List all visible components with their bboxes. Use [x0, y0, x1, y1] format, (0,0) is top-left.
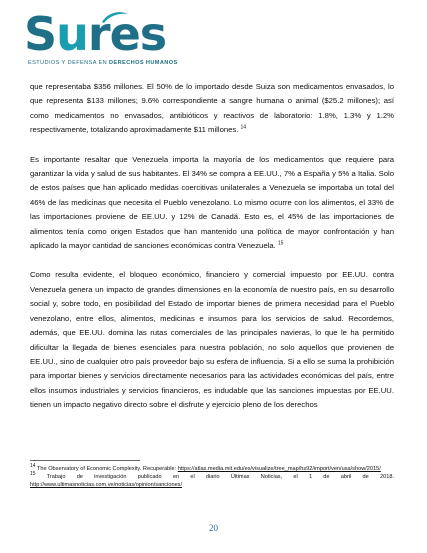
footnote-link[interactable]: http://www.ultimasnoticias.com.ve/noticias/opinion/sanciones/: [30, 482, 183, 489]
paragraph-text: Es importante resaltar que Venezuela importa la mayoría de los medicamentos que requiere para garantizar la vida y salud de sus habitantes. El 34% se compra a EE.UU., 7% a España y 5% a Italia. Solo de estos países que han aplicado medidas coercitivas unilaterales a Venezuela se importaba un total del 46% de las medicinas que necesita el Pueblo venezolano. Lo mismo ocurre con los alimentos, el 33% de las importaciones proviene de EE.UU. y 12% de Canadá. Esto es, el 45% de las importaciones de alimentos tenía como origen Estados que han mantenido una política de mayor confrontación y han aplicado la mayor cantidad de sanciones económicas contra Venezuela.: [30, 154, 394, 251]
footnote-item: [30, 473, 394, 489]
paragraph: [30, 268, 394, 412]
sures-logo: [24, 8, 264, 74]
footnote-number: 14: [30, 463, 36, 470]
footnote-link[interactable]: https://atlas.media.mit.edu/es/visualize/tree_map/hs92/import/ven/usa/show/2015/: [177, 466, 381, 472]
page-number: 20: [209, 523, 218, 533]
logo-tagline: [28, 60, 178, 66]
logo-wordmark: Sures: [24, 7, 167, 61]
logo-tagline-prefix: ESTUDIOS Y DEFENSA EN: [28, 60, 108, 66]
footnote-ref[interactable]: 15: [277, 240, 284, 247]
paragraph: [30, 153, 394, 254]
footnote-ref[interactable]: 14: [240, 124, 247, 131]
paragraph-text: que representaba $356 millones. El 50% de lo importado desde Suiza son medicamentos envasados, lo que representa $133 millones; 9.6% correspondiente a sangre humana o animal ($25.2 millones); así como medicamentos no envasados, antibióticos y reactivos de laboratorio: 1.8%, 1.3% y 1.2% respectivamente, totalizando aproximadamente $11 millones.: [30, 82, 394, 135]
footnote-number: 15: [30, 471, 36, 478]
paragraph: [30, 80, 394, 138]
paragraph-text: Como resulta evidente, el bloqueo económico, financiero y comercial impuesto por EE.UU. contra Venezuela genera un impacto de grandes dimensiones en la economía de nuestro país, en su desarrollo social y, sobre todo, en posibilidad del Estado de importar bienes de primera necesidad para el Pueblo venezolano, entre ellos, alimentos, medicinas e insumos para los servicios de salud. Recordemos, además, que EE.UU. domina las rutas comerciales de las principales navieras, lo que le ha permitido dificultar la llegada de bienes esenciales para nuestra población, no solo aquellos que provienen de EE.UU., sino de cualquier otro país proveedor bajo su esfera de influencia. Si a ello se suma la prohibición para importar bienes y servicios directamente necesarios para las actividades económicas del país, entre ellos insumos industriales y servicios financieros, es indudable que las sanciones impuestas por EE.UU. tienen un impacto negativo directo sobre el disfrute y ejercicio pleno de los derechos: [30, 270, 394, 410]
footnote-text: The Observatory of Economic Complexity. Recuperable:: [37, 466, 178, 472]
footnotes: [30, 465, 394, 490]
footnote-divider: [30, 460, 140, 461]
document-body: [30, 80, 394, 428]
footnote-text: Trabajo de investigación publicado en el diario Últimas Noticias, el 1 de abril de 2018.: [46, 474, 395, 481]
logo-tagline-bold: DERECHOS HUMANOS: [109, 60, 178, 66]
footnote-item: [30, 465, 394, 473]
